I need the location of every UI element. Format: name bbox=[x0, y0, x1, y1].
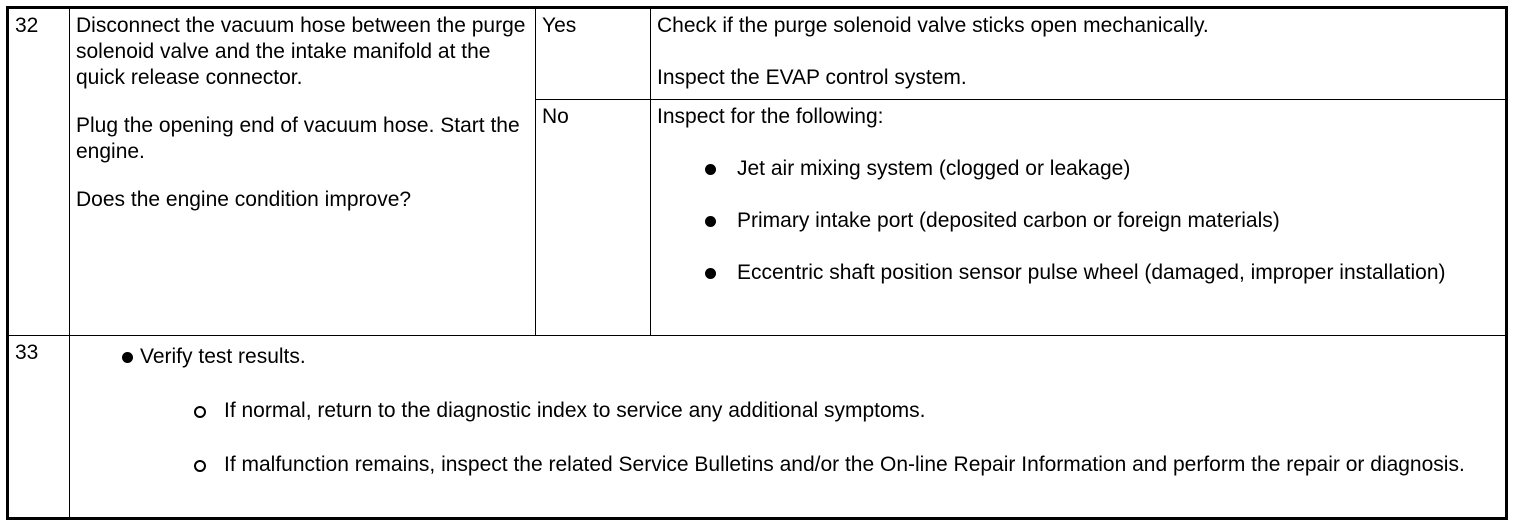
list-item bbox=[76, 398, 1499, 424]
list-item-text: Eccentric shaft position sensor pulse wheel (damaged, improper installation) bbox=[737, 261, 1446, 284]
hollow-bullet-icon bbox=[194, 406, 206, 418]
no-intro: Inspect for the following: bbox=[657, 105, 884, 128]
action-text-1: Disconnect the vacuum hose between the purge solenoid valve and the intake manifold at the quick release connector. bbox=[76, 14, 526, 89]
bullet-icon bbox=[705, 216, 716, 227]
result-no-label: No bbox=[542, 105, 569, 128]
verify-text: Verify test results. bbox=[140, 345, 306, 368]
inspection-list bbox=[657, 156, 1499, 286]
action-text-2: Plug the opening end of vacuum hose. Start the engine. bbox=[76, 114, 520, 163]
step-number-cell bbox=[8, 8, 70, 336]
step-number: 32 bbox=[15, 14, 39, 37]
yes-line-2: Inspect the EVAP control system. bbox=[657, 66, 967, 89]
step-number-cell bbox=[8, 336, 70, 519]
list-item bbox=[657, 156, 1499, 182]
verify-cell bbox=[70, 336, 1507, 519]
verify-item bbox=[76, 344, 1499, 370]
hollow-bullet-icon bbox=[194, 460, 206, 472]
list-item-text: If malfunction remains, inspect the related Service Bulletins and/or the On-line Repair Information and perform the repair or diagnosis. bbox=[224, 453, 1465, 476]
next-step-no-cell bbox=[651, 100, 1507, 336]
action-question: Does the engine condition improve? bbox=[76, 188, 412, 211]
result-no-cell bbox=[536, 100, 651, 336]
list-item-text: If normal, return to the diagnostic index to service any additional symptoms. bbox=[224, 399, 926, 422]
table-row-step-32-yes bbox=[8, 8, 1507, 100]
result-yes-cell bbox=[536, 8, 651, 100]
diagnostic-table bbox=[6, 6, 1508, 520]
yes-line-1: Check if the purge solenoid valve sticks open mechanically. bbox=[657, 14, 1209, 37]
bullet-icon bbox=[122, 352, 133, 363]
table-row-step-33 bbox=[8, 336, 1507, 519]
action-cell bbox=[70, 8, 536, 336]
list-item-text: Jet air mixing system (clogged or leakage) bbox=[737, 157, 1131, 180]
next-step-yes-cell bbox=[651, 8, 1507, 100]
list-item bbox=[76, 452, 1499, 478]
result-yes-label: Yes bbox=[542, 14, 577, 37]
step-number: 33 bbox=[15, 341, 39, 364]
list-item bbox=[657, 208, 1499, 234]
list-item bbox=[657, 260, 1499, 286]
bullet-icon bbox=[705, 268, 716, 279]
list-item-text: Primary intake port (deposited carbon or foreign materials) bbox=[737, 209, 1280, 232]
bullet-icon bbox=[705, 164, 716, 175]
verify-sublist bbox=[76, 398, 1499, 478]
